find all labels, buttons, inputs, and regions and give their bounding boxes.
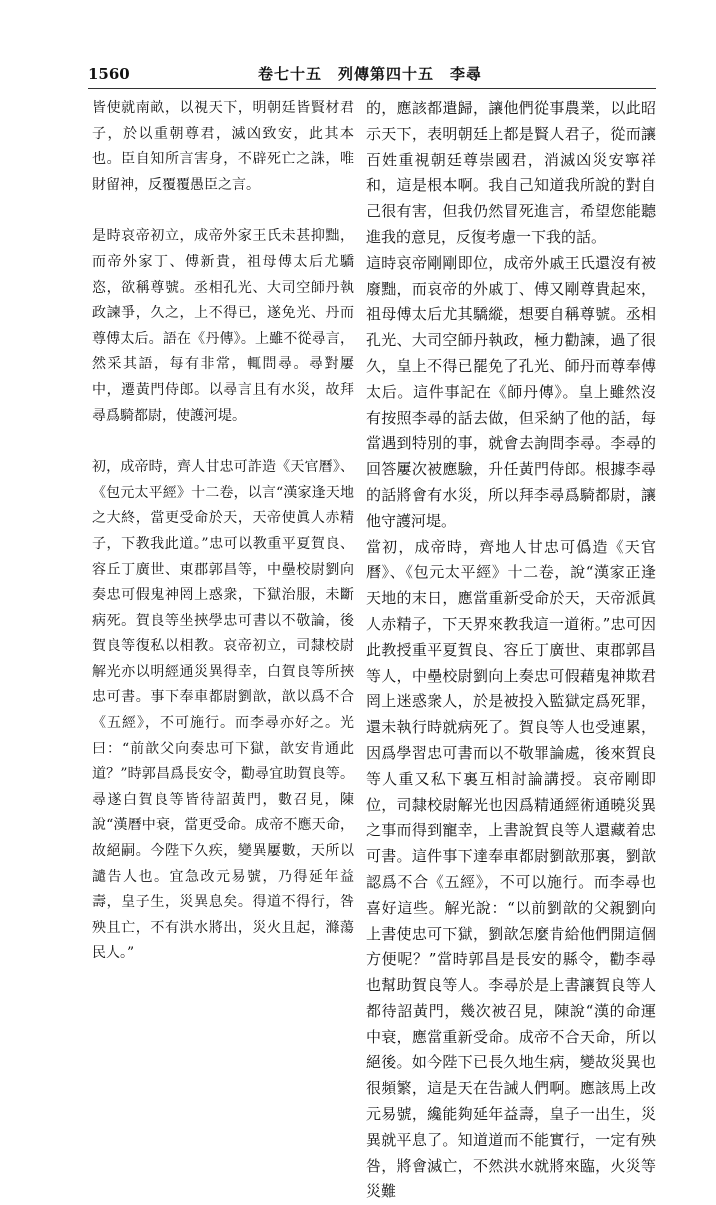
translation-paragraph-2: 這時哀帝剛剛即位，成帝外戚王氏還沒有被廢黜，而哀帝的外戚丁、傅又剛尊貴起來，祖母傅太后尤其驕縱，想要自稱尊號。丞相孔光、大司空師丹執政，極力勸諫，過了很久，皇上不得已罷免了孔光、師丹而尊奉傅太后。這件事記在《師丹傳》。皇上雖然沒有按照李尋的話去做，但采納了他的話，每當遇到特別的事，就會去詢問李尋。李尋的回答屢次被應驗，升任黃門侍郎。根據李尋的話將會有水災，所以拜李尋爲騎都尉，讓他守護河堤。 <box>366 253 656 530</box>
classical-text-column <box>92 96 354 967</box>
classical-paragraph-2: 是時哀帝初立，成帝外家王氏未甚抑黜，而帝外家丁、傅新貴，祖母傅太后尤驕恣，欲稱尊號。丞相孔光、大司空師丹執政諫爭，久之，上不得已，遂免光、丹而尊傅太后。語在《丹傳》。上雖不從尋言，然采其語，每有非常，輒問尋。尋對屢中，遷黃門侍郎。以尋言且有水災，故拜尋爲騎都尉，使護河堤。 <box>92 228 354 424</box>
translation-column <box>366 96 656 1205</box>
classical-paragraph-1: 皆使就南畝，以視天下，明朝廷皆賢材君子，於以重朝尊君，滅凶致安，此其本也。臣自知所言害身，不辟死亡之誅，唯財留神，反覆覆愚臣之言。 <box>92 100 354 193</box>
page-header <box>88 62 648 86</box>
classical-paragraph-3: 初，成帝時，齊人甘忠可詐造《天官曆》、《包元太平經》十二卷，以言“漢家逢天地之大終，當更受命於天，天帝使眞人赤精子，下教我此道。”忠可以教重平夏賀良、容丘丁廣世、東郡郭昌等，中壘校尉劉向奏忠可假鬼神罔上惑衆，下獄治服，未斷病死。賀良等坐挾學忠可書以不敬論，後賀良等復私以相教。哀帝初立，司隸校尉解光亦以明經通災異得幸，白賀良等所挾忠可書。事下奉車都尉劉歆，歆以爲不合《五經》，不可施行。而李尋亦好之。光曰：“前歆父向奏忠可下獄，歆安肯通此道？”時郭昌爲長安令，勸尋宜助賀良等。尋遂白賀良等皆待詔黃門，數召見，陳說“漢曆中衰，當更受命。成帝不應天命，故絕嗣。今陛下久疾，變異屢數，天所以譴告人也。宜急改元易號，乃得延年益壽，皇子生，災異息矣。得道不得行，咎殃且亡，不有洪水將出，災火且起，滌蕩民人。” <box>92 459 354 962</box>
translation-paragraph-1: 的，應該都遣歸，讓他們從事農業，以此昭示天下，表明朝廷上都是賢人君子，從而讓百姓重視朝廷尊崇國君，消滅凶災安寧祥和，這是根本啊。我自己知道我所說的對自己很有害，但我仍然冒死進言，希望您能聽進我的意見，反復考慮一下我的話。 <box>366 99 656 246</box>
translation-paragraph-3: 當初，成帝時，齊地人甘忠可僞造《天官曆》、《包元太平經》十二卷，說“漢家正逢天地的末日，應當重新受命於天，天帝派眞人赤精子，下天界來教我這一道術。”忠可因此教授重平夏賀良、容丘丁廣世、東郡郭昌等人，中壘校尉劉向上奏忠可假藉鬼神欺君罔上迷惑衆人，於是被投入監獄定爲死罪，還未執行時就病死了。賀良等人也受連累，因爲學習忠可書而以不敬罪論處，後來賀良等人重又私下裏互相討論講授。哀帝剛即位，司隸校尉解光也因爲精通經術通曉災異之事而得到寵幸，上書說賀良等人還藏着忠可書。這件事下達奉車都尉劉歆那裏，劉歆認爲不合《五經》，不可以施行。而李尋也喜好這些。解光說：“以前劉歆的父親劉向上書使忠可下獄，劉歆怎麼肯給他們開這個方便呢？”當時郭昌是長安的縣令，勸李尋也幫助賀良等人。李尋於是上書讓賀良等人都待詔黃門，幾次被召見，陳說“漢的命運中衰，應當重新受命。成帝不合天命，所以絕後。如今陛下已長久地生病，變故災異也很頻繁，這是天在告誡人們啊。應該馬上改元易號，纔能夠延年益壽，皇子一出生，災異就平息了。知道道而不能實行，一定有殃咎，將會滅亡，不然洪水就將來臨，火災等災難 <box>366 537 656 1201</box>
running-title: 卷七十五 列傳第四十五 李尋 <box>258 65 483 83</box>
page-number: 1560 <box>88 65 130 83</box>
header-rule <box>88 88 656 89</box>
